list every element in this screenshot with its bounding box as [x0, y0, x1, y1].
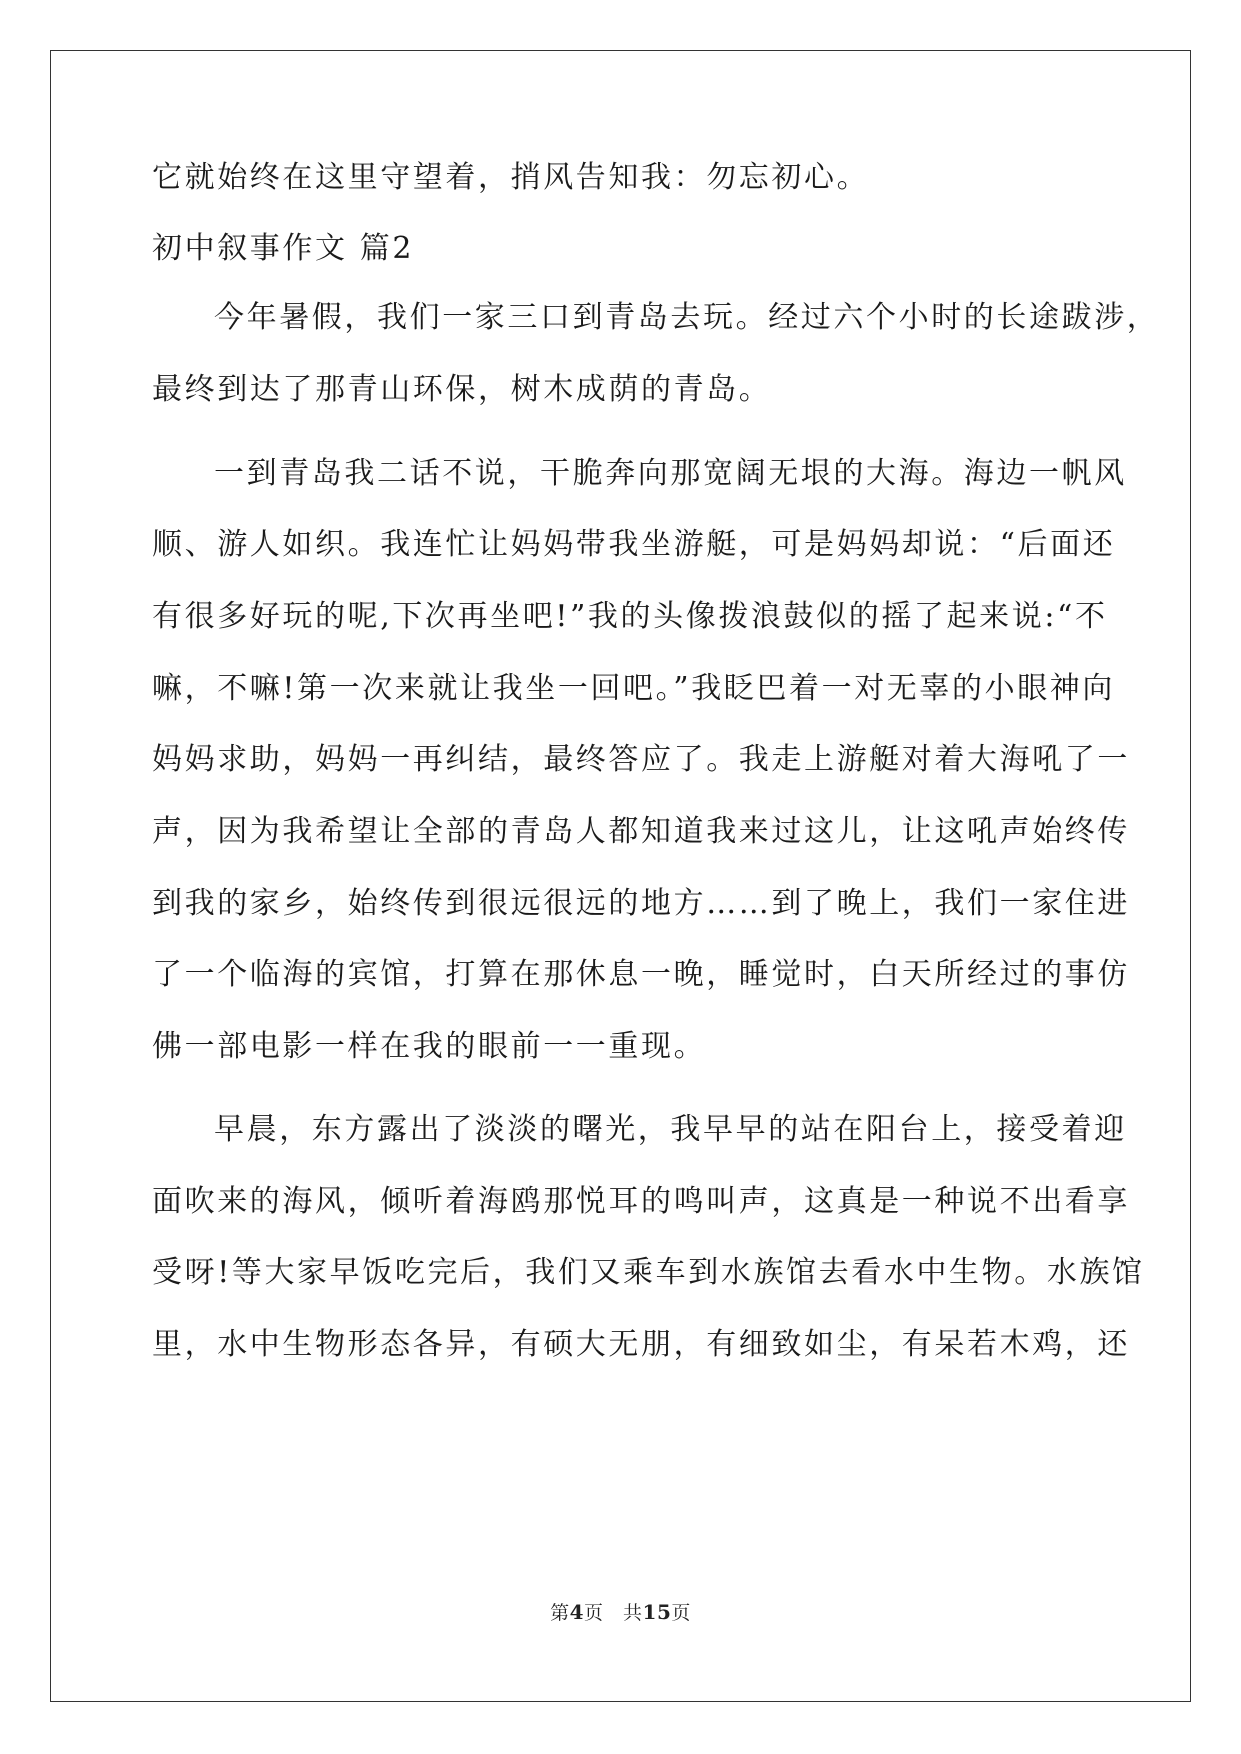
footer-mid: 页 共 [584, 1602, 643, 1624]
paragraph-line: 今年暑假，我们一家三口到青岛去玩。经过六个小时的长途跋涉， [214, 300, 1160, 335]
paragraph-line: 了一个临海的宾馆，打算在那休息一晚，睡觉时，白天所经过的事仿 [152, 957, 1130, 992]
paragraph-line: 嘛，不嘛!第一次来就让我坐一回吧。”我眨巴着一对无辜的小眼神向 [152, 671, 1115, 706]
footer-suffix: 页 [671, 1602, 691, 1624]
paragraph-line: 一到青岛我二话不说，干脆奔向那宽阔无垠的大海。海边一帆风 [214, 456, 1127, 491]
paragraph-line: 受呀!等大家早饭吃完后，我们又乘车到水族馆去看水中生物。水族馆 [152, 1255, 1145, 1290]
paragraph-line: 声，因为我希望让全部的青岛人都知道我来过这儿，让这吼声始终传 [152, 814, 1130, 849]
paragraph-line: 它就始终在这里守望着，捎风告知我：勿忘初心。 [152, 160, 870, 195]
paragraph-line: 顺、游人如织。我连忙让妈妈带我坐游艇，可是妈妈却说：“后面还 [152, 527, 1116, 562]
current-page-number: 4 [569, 1600, 585, 1624]
paragraph-line: 早晨，东方露出了淡淡的曙光，我早早的站在阳台上，接受着迎 [214, 1112, 1127, 1147]
paragraph-line: 有很多好玩的呢,下次再坐吧!”我的头像拨浪鼓似的摇了起来说:“不 [152, 599, 1108, 634]
paragraph-line: 最终到达了那青山环保，树木成荫的青岛。 [152, 372, 772, 407]
paragraph-line: 佛一部电影一样在我的眼前一一重现。 [152, 1029, 707, 1064]
paragraph-line: 妈妈求助，妈妈一再纠结，最终答应了。我走上游艇对着大海吼了一 [152, 742, 1130, 777]
page-footer [0, 1598, 1241, 1625]
paragraph-line: 到我的家乡，始终传到很远很远的地方……到了晚上，我们一家住进 [152, 886, 1130, 921]
section-heading: 初中叙事作文 篇2 [152, 231, 415, 266]
paragraph-line: 里，水中生物形态各异，有硕大无朋，有细致如尘，有呆若木鸡，还 [152, 1327, 1130, 1362]
page-border [50, 50, 1191, 1702]
total-page-count: 15 [642, 1600, 672, 1624]
footer-prefix: 第 [550, 1602, 570, 1624]
paragraph-line: 面吹来的海风，倾听着海鸥那悦耳的鸣叫声，这真是一种说不出看享 [152, 1184, 1130, 1219]
